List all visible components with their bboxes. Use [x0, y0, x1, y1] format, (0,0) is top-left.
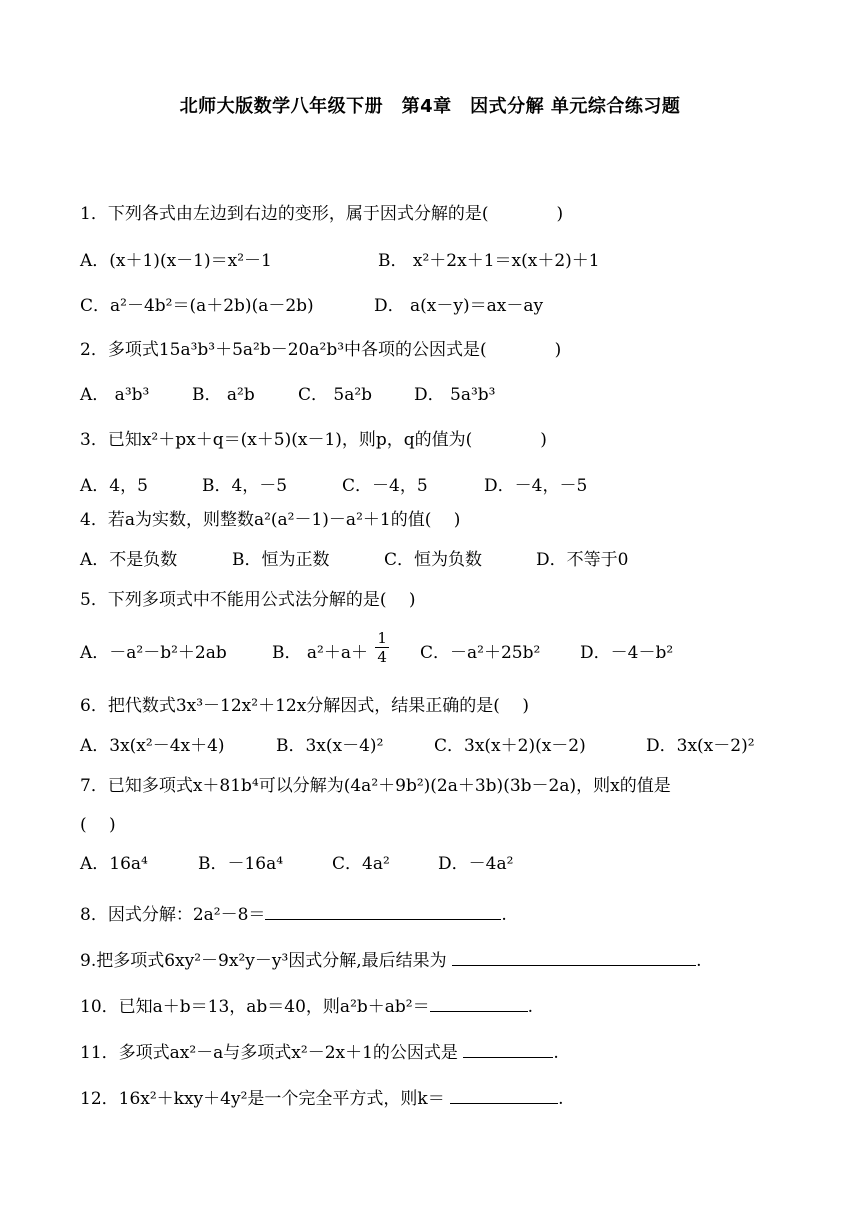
question-10-stem: 10．已知a＋b＝13，ab＝40，则a²b＋ab²＝	[80, 997, 430, 1017]
question-6-stem: 6．把代数式3x³－12x²＋12x分解因式，结果正确的是( )	[80, 696, 529, 716]
question-11-stem: 11．多项式ax²－a与多项式x²－2x＋1的公因式是	[80, 1043, 464, 1063]
question-9	[80, 947, 800, 971]
question-7-option-b: B．－16a⁴	[198, 854, 284, 874]
question-5-option-a: A．－a²－b²＋2ab	[80, 643, 227, 663]
question-1-option-c: C．a²－4b²＝(a＋2b)(a－2b)	[80, 296, 314, 316]
fraction-denominator: 4	[377, 648, 387, 666]
question-4-option-a: A．不是负数	[80, 550, 178, 570]
question-5-option-b-text: B． a²＋a＋	[272, 643, 368, 663]
question-5-option-b	[272, 629, 391, 666]
fraction-numerator: 1	[377, 629, 387, 647]
question-10	[80, 993, 800, 1017]
question-3-option-b: B．4，－5	[202, 476, 288, 496]
question-3-option-c: C．－4，5	[342, 476, 428, 496]
question-2-option-d: D． 5a³b³	[414, 385, 496, 405]
question-5-option-c: C．－a²＋25b²	[420, 643, 541, 663]
question-3-option-d: D．－4，－5	[484, 476, 588, 496]
question-9-stem: 9.把多项式6xy²－9x²y－y³因式分解,最后结果为	[80, 951, 453, 971]
answer-blank-11[interactable]	[463, 1039, 553, 1058]
question-5-options	[80, 629, 800, 666]
question-4-stem: 4．若a为实数，则整数a²(a²－1)－a²＋1的值( )	[80, 510, 461, 530]
question-4-option-c: C．恒为负数	[384, 550, 483, 570]
question-8-stem: 8．因式分解：2a²－8＝	[80, 905, 266, 925]
question-2-options	[80, 383, 800, 407]
question-4-options	[80, 548, 800, 572]
question-6-option-d: D．3x(x－2)²	[646, 736, 755, 756]
question-1-options-row-1	[80, 249, 800, 273]
question-1-option-b: B． x²＋2x＋1＝x(x＋2)＋1	[378, 251, 600, 271]
question-11	[80, 1039, 800, 1063]
page-title: 北师大版数学八年级下册 第4章 因式分解 单元综合练习题	[179, 96, 681, 117]
question-4-option-b: B．恒为正数	[232, 550, 330, 570]
question-1-option-d: D． a(x－y)＝ax－ay	[374, 296, 544, 316]
question-9-end: .	[696, 951, 702, 971]
question-2-option-b: B． a²b	[192, 385, 255, 405]
question-7-stem-continued: ( )	[80, 815, 116, 835]
question-7-options	[80, 852, 800, 876]
question-3-option-a: A．4，5	[80, 476, 148, 496]
answer-blank-10[interactable]	[430, 993, 528, 1012]
question-7-option-d: D．－4a²	[438, 854, 514, 874]
answer-blank-9[interactable]	[452, 947, 696, 966]
question-1-option-a: A．(x＋1)(x－1)＝x²－1	[80, 251, 272, 271]
question-12	[80, 1085, 800, 1109]
question-3-options	[80, 474, 800, 498]
question-6-option-b: B．3x(x－4)²	[276, 736, 384, 756]
question-8-end: .	[501, 905, 507, 925]
question-6-option-a: A．3x(x²－4x＋4)	[80, 736, 225, 756]
question-1-options-row-2	[80, 294, 800, 318]
question-7-option-c: C．4a²	[332, 854, 390, 874]
question-7-option-a: A．16a⁴	[80, 854, 148, 874]
question-11-end: .	[553, 1043, 559, 1063]
question-5-stem: 5．下列多项式中不能用公式法分解的是( )	[80, 590, 416, 610]
question-12-stem: 12．16x²＋kxy＋4y²是一个完全平方式，则k＝	[80, 1089, 451, 1109]
question-1-stem: 1．下列各式由左边到右边的变形，属于因式分解的是( )	[80, 204, 564, 224]
question-12-end: .	[558, 1089, 564, 1109]
question-3-stem: 3．已知x²＋px＋q＝(x＋5)(x－1)，则p，q的值为( )	[80, 430, 547, 450]
question-10-end: .	[527, 997, 534, 1017]
question-2-option-a: A． a³b³	[80, 385, 150, 405]
answer-blank-8[interactable]	[265, 901, 501, 920]
question-5-option-d: D．－4－b²	[580, 643, 674, 663]
question-2-stem: 2．多项式15a³b³＋5a²b－20a²b³中各项的公因式是( )	[80, 340, 562, 360]
question-2-option-c: C． 5a²b	[298, 385, 373, 405]
question-4-option-d: D．不等于0	[536, 550, 629, 570]
answer-blank-12[interactable]	[450, 1085, 558, 1104]
question-6-options	[80, 734, 800, 758]
question-8	[80, 901, 800, 925]
question-7-stem: 7．已知多项式x＋81b⁴可以分解为(4a²＋9b²)(2a＋3b)(3b－2a)，则x的值是	[80, 776, 671, 796]
fraction-one-quarter	[375, 629, 389, 666]
question-6-option-c: C．3x(x＋2)(x－2)	[434, 736, 586, 756]
